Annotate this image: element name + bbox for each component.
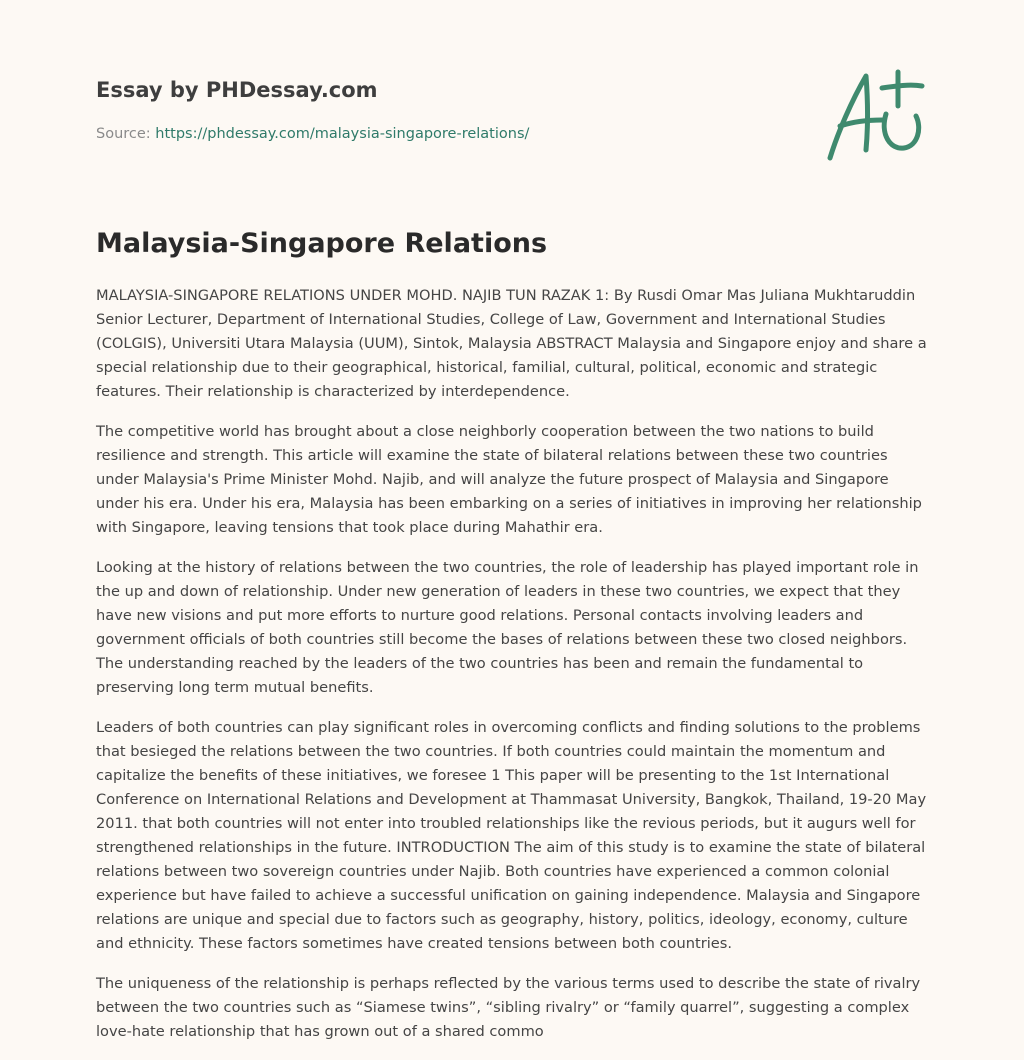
essay-title: Malaysia-Singapore Relations — [96, 228, 548, 259]
source-label: Source: — [96, 126, 156, 142]
essay-paragraph: Leaders of both countries can play significant roles in overcoming conflicts and finding solutions to the problems that besieged the relations between the two countries. If both countries could maintain the momentum and capitalize the benefits of these initiatives, we foresee 1 This paper will be presenting to the 1st International Conference on International Relations and Development at Thammasat University, Bangkok, Thailand, 19-20 May 2011. that both countries will not enter into troubled relationships like the revious periods, but it augurs well for strengthened relationships in the future. INTRODUCTION The aim of this study is to examine the state of bilateral relations between two sovereign countries under Najib. Both countries have experienced a common colonial experience but have failed to achieve a successful unification on gaining independence. Malaysia and Singapore relations are unique and special due to factors such as geography, history, politics, ideology, economy, culture and ethnicity. These factors sometimes have created tensions between both countries. — [96, 719, 927, 952]
essay-paragraph: MALAYSIA-SINGAPORE RELATIONS UNDER MOHD. NAJIB TUN RAZAK 1: By Rusdi Omar Mas Juliana Mukhtaruddin Senior Lecturer, Department of International Studies, College of Law, Government and International Studies (COLGIS), Universiti Utara Malaysia (UUM), Sintok, Malaysia ABSTRACT Malaysia and Singapore enjoy and share a special relationship due to their geographical, historical, familial, cultural, political, economic and strategic features. Their relationship is characterized by interdependence. — [96, 287, 927, 400]
essay-paragraph: The uniqueness of the relationship is perhaps reflected by the various terms used to describe the state of rivalry between the two countries such as “Siamese twins”, “sibling rivalry” or “family quarrel”, suggesting a complex love-hate relationship that has grown out of a shared commo — [96, 975, 921, 1040]
essay-paragraph: The competitive world has brought about a close neighborly cooperation between the two nations to build resilience and strength. This article will examine the state of bilateral relations between these two countries under Malaysia's Prime Minister Mohd. Najib, and will analyze the future prospect of Malaysia and Singapore under his era. Under his era, Malaysia has been embarking on a series of initiatives in improving her relationship with Singapore, leaving tensions that took place during Mahathir era. — [96, 423, 922, 536]
essay-body — [96, 284, 932, 1060]
source-line — [96, 124, 796, 144]
essay-paragraph: Looking at the history of relations between the two countries, the role of leadership has played important role in the up and down of relationship. Under new generation of leaders in these two countries, we expect that they have new visions and put more efforts to nurture good relations. Personal contacts involving leaders and government officials of both countries still become the bases of relations between these two closed neighbors. The understanding reached by the leaders of the two countries has been and remain the fundamental to preserving long term mutual benefits. — [96, 559, 919, 696]
page-header — [96, 76, 796, 144]
source-link[interactable]: https://phdessay.com/malaysia-singapore-relations/ — [155, 126, 530, 142]
a-plus-icon — [822, 66, 928, 166]
site-brand: Essay by PHDessay.com — [96, 78, 378, 102]
